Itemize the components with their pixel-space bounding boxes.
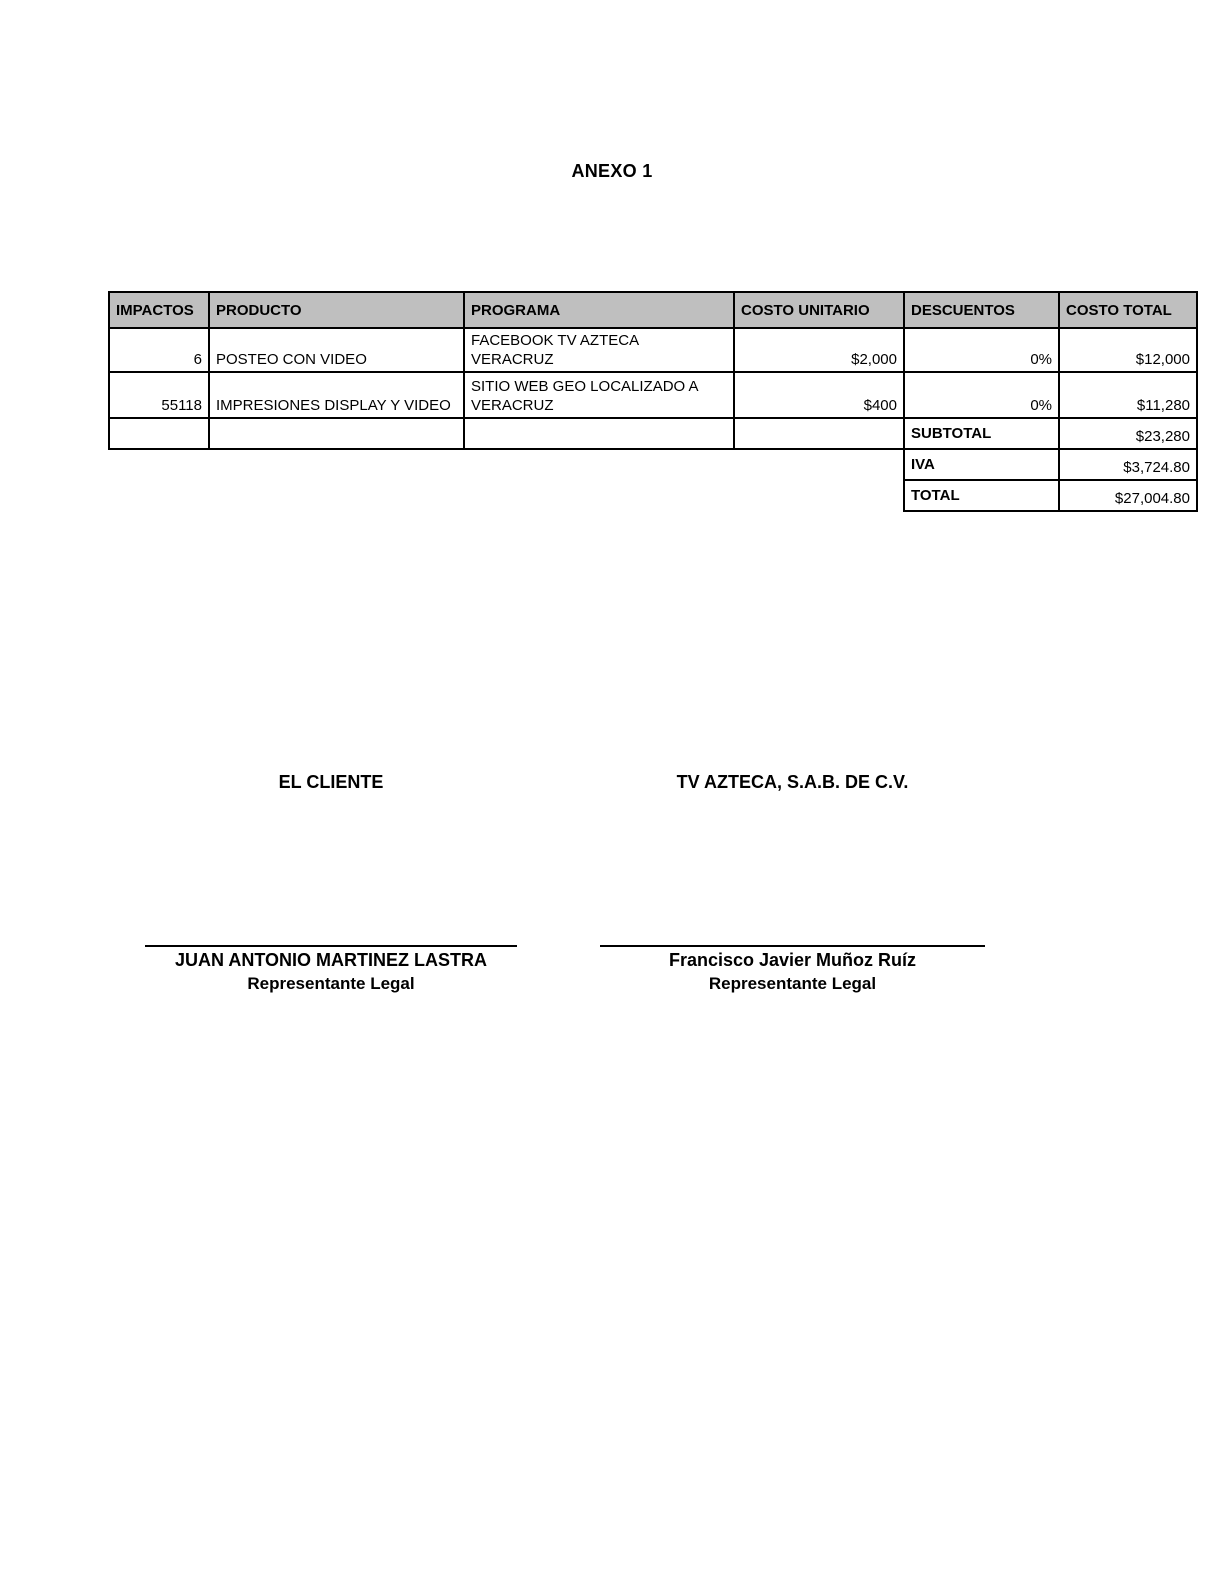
cell-costo-total: $12,000 xyxy=(1059,328,1197,372)
spacer-cell xyxy=(734,480,904,511)
signature-line xyxy=(145,945,517,947)
spacer-cell xyxy=(464,480,734,511)
iva-row xyxy=(109,449,1197,480)
signature-role-tvazteca: Representante Legal xyxy=(708,974,877,993)
table-header-row xyxy=(109,292,1197,328)
empty-cell xyxy=(464,418,734,449)
subtotal-label: SUBTOTAL xyxy=(904,418,1059,449)
signature-name-client: JUAN ANTONIO MARTINEZ LASTRA xyxy=(175,950,487,970)
total-value: $27,004.80 xyxy=(1059,480,1197,511)
signature-heading-client: EL CLIENTE xyxy=(278,772,384,792)
cell-costo-total: $11,280 xyxy=(1059,372,1197,418)
signature-role-client: Representante Legal xyxy=(247,974,415,993)
total-row xyxy=(109,480,1197,511)
page-title: ANEXO 1 xyxy=(571,161,653,181)
column-header-costo-total: COSTO TOTAL xyxy=(1059,292,1197,328)
table-row xyxy=(109,372,1197,418)
iva-value: $3,724.80 xyxy=(1059,449,1197,480)
spacer-cell xyxy=(734,449,904,480)
signature-heading-tvazteca: TV AZTECA, S.A.B. DE C.V. xyxy=(676,772,909,792)
cell-costo-unitario: $400 xyxy=(734,372,904,418)
spacer-cell xyxy=(109,449,209,480)
signature-line xyxy=(600,945,985,947)
subtotal-value: $23,280 xyxy=(1059,418,1197,449)
signature-name-tvazteca: Francisco Javier Muñoz Ruíz xyxy=(668,950,917,970)
cell-programa: FACEBOOK TV AZTECA VERACRUZ xyxy=(464,328,734,372)
spacer-cell xyxy=(464,449,734,480)
spacer-cell xyxy=(209,480,464,511)
cell-producto: POSTEO CON VIDEO xyxy=(209,328,464,372)
empty-cell xyxy=(734,418,904,449)
cell-descuentos: 0% xyxy=(904,328,1059,372)
total-label: TOTAL xyxy=(904,480,1059,511)
column-header-costo-unitario: COSTO UNITARIO xyxy=(734,292,904,328)
cell-descuentos: 0% xyxy=(904,372,1059,418)
subtotal-row xyxy=(109,418,1197,449)
cell-impactos: 55118 xyxy=(109,372,209,418)
spacer-cell xyxy=(209,449,464,480)
cell-impactos: 6 xyxy=(109,328,209,372)
column-header-impactos: IMPACTOS xyxy=(109,292,209,328)
signature-block-tvazteca xyxy=(600,772,985,994)
empty-cell xyxy=(109,418,209,449)
empty-cell xyxy=(209,418,464,449)
cell-costo-unitario: $2,000 xyxy=(734,328,904,372)
table-row xyxy=(109,328,1197,372)
column-header-producto: PRODUCTO xyxy=(209,292,464,328)
cell-producto: IMPRESIONES DISPLAY Y VIDEO xyxy=(209,372,464,418)
iva-label: IVA xyxy=(904,449,1059,480)
column-header-programa: PROGRAMA xyxy=(464,292,734,328)
signature-block-client xyxy=(145,772,517,994)
spacer-cell xyxy=(109,480,209,511)
cost-table xyxy=(108,291,1198,512)
column-header-descuentos: DESCUENTOS xyxy=(904,292,1059,328)
cell-programa: SITIO WEB GEO LOCALIZADO A VERACRUZ xyxy=(464,372,734,418)
